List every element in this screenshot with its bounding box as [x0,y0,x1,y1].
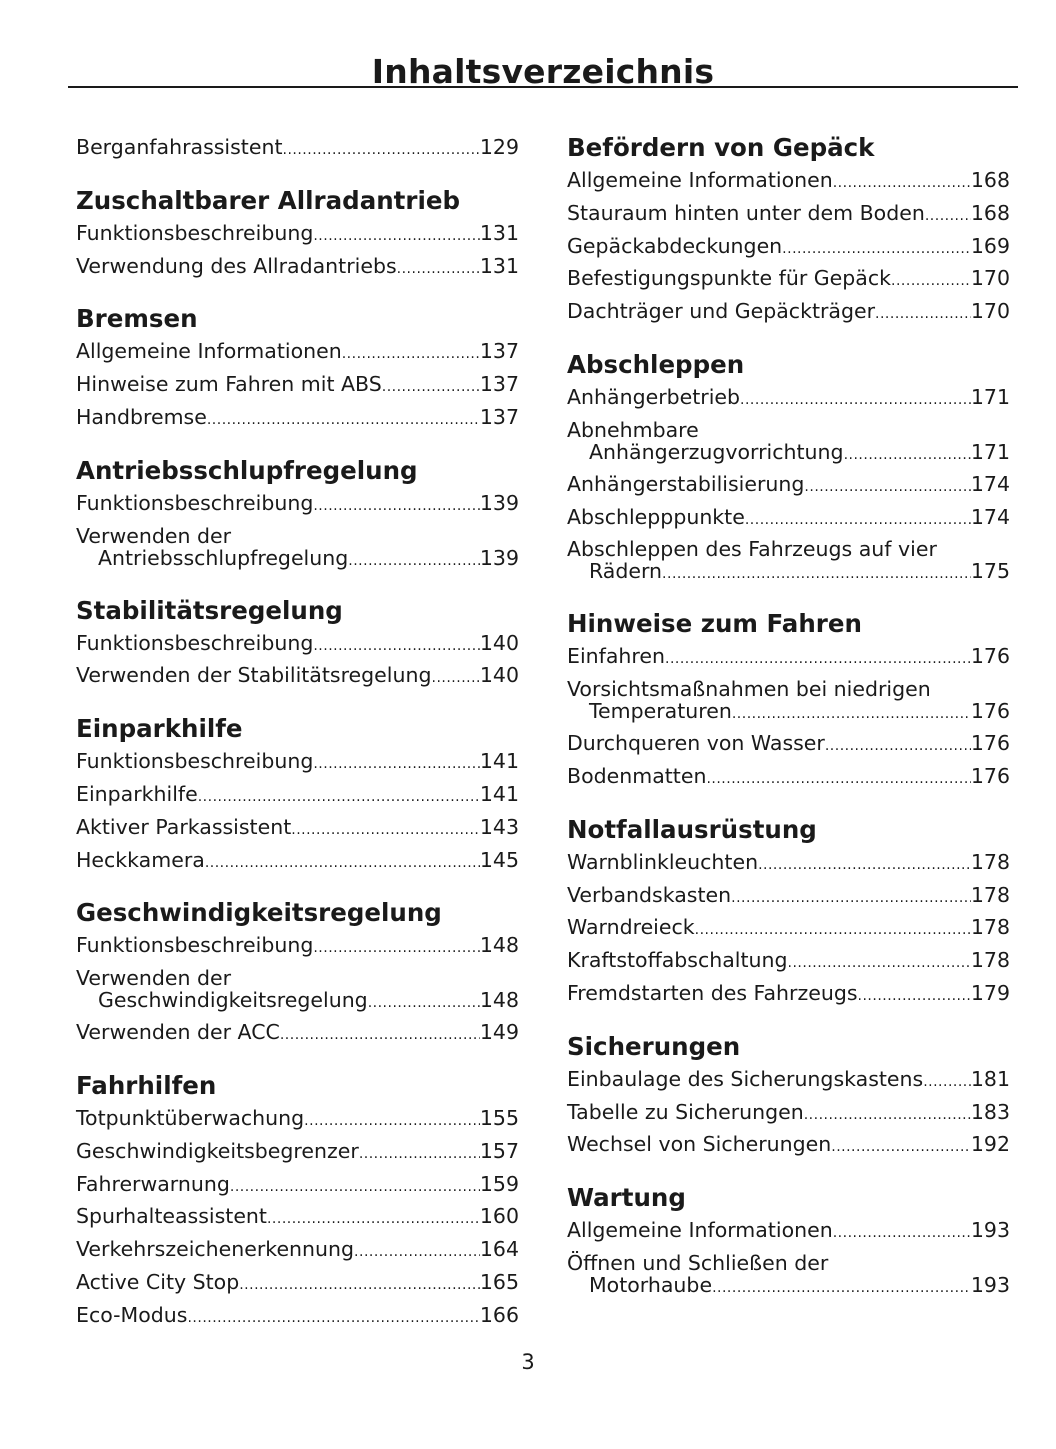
dot-leader [804,1101,971,1131]
section-heading: Zuschaltbarer Allradantrieb [76,185,461,215]
entry-row [76,219,519,252]
entry-row [567,503,1010,536]
section-heading: Sicherungen [567,1031,741,1061]
entry-row [567,232,1010,265]
entry-page-number: 159 [479,1171,519,1196]
section-heading: Geschwindigkeitsregelung [76,898,442,928]
entry-page-number: 148 [479,933,519,958]
toc-entry[interactable] [76,252,519,285]
entry-page-number: 149 [479,1020,519,1045]
entry-page-number: 165 [479,1269,519,1294]
toc-entry[interactable] [567,264,1010,297]
entry-title: Einfahren [567,644,665,669]
entry-row [567,729,1010,762]
entry-title: Abschleppen des Fahrzeugs auf vier [567,537,937,562]
entry-page-number: 171 [970,384,1010,409]
entry-title: Berganfahrassistent [76,135,283,159]
section-heading: Stabilitätsregelung [76,595,343,625]
page-number: 3 [521,1350,535,1374]
dot-leader [712,1277,971,1299]
toc-entry[interactable] [76,219,519,252]
dot-leader [706,765,970,795]
entry-row [76,661,519,694]
dot-leader [230,1173,480,1203]
entry-title: Abnehmbare [567,417,699,442]
toc-section [76,1071,519,1334]
entry-row [567,642,1010,675]
toc-entry[interactable] [567,913,1010,946]
entry-row [76,813,519,846]
entry-row [76,747,519,780]
entry-title: Verwenden der ACC [76,1020,280,1045]
dot-leader [313,222,480,252]
entry-page-number: 145 [479,847,519,872]
entry-title: Handbremse [76,404,207,429]
entry-row [76,403,519,436]
section-heading: Bremsen [76,304,198,334]
toc-section [567,1032,1010,1163]
toc-entry[interactable] [76,1202,519,1235]
entry-page-number: 143 [479,814,519,839]
entry-page-number: 171 [970,439,1010,464]
toc-entry[interactable] [76,370,519,403]
entry-title: Geschwindigkeitsbegrenzer [76,1138,359,1163]
entry-row [567,1216,1010,1249]
entry-row [76,1137,519,1170]
toc-left-column [76,133,519,1354]
dot-leader [342,340,480,370]
toc-entry[interactable] [76,522,519,576]
dot-leader [397,255,480,285]
entry-row [567,1065,1010,1098]
entry-page-number: 193 [970,1272,1010,1297]
entry-page-number: 178 [970,948,1010,973]
toc-entry[interactable] [567,675,1010,729]
entry-page-number: 168 [970,200,1010,225]
toc-section [76,456,519,576]
entry-row [567,1130,1010,1163]
toc-entry[interactable] [567,1065,1010,1098]
dot-leader [782,235,971,265]
entry-title: Verwenden der [76,523,232,548]
dot-leader [891,267,971,297]
toc-entry[interactable] [567,470,1010,503]
dot-leader [732,703,971,725]
entry-row [76,1202,519,1235]
entry-page-number: 148 [479,988,519,1013]
entry-row [76,989,519,1014]
section-heading: Notfallausrüstung [567,814,817,844]
toc-entry[interactable] [567,416,1010,470]
toc-entry[interactable] [76,1137,519,1170]
entry-page-number: 178 [970,882,1010,907]
entry-row [567,913,1010,946]
entry-title-continuation: Temperaturen [589,699,732,724]
dot-leader [304,1107,480,1137]
dot-leader [283,136,480,166]
section-heading: Hinweise zum Fahren [567,609,862,639]
entry-title-continuation: Rädern [589,559,663,584]
entry-row [76,252,519,285]
entry-row [76,629,519,662]
dot-leader [825,732,971,762]
title-divider [68,86,1018,88]
entry-row [76,370,519,403]
toc-entry[interactable] [567,946,1010,979]
entry-page-number: 137 [479,372,519,397]
toc-entry[interactable] [567,848,1010,881]
toc-entry[interactable] [567,642,1010,675]
entry-page-number: 176 [970,731,1010,756]
toc-entry[interactable] [76,747,519,780]
section-heading: Fahrhilfen [76,1070,217,1100]
dot-leader [745,506,971,536]
entry-page-number: 181 [970,1066,1010,1091]
entry-title: Verkehrszeichenerkennung [76,1237,355,1262]
entry-page-number: 155 [479,1105,519,1130]
entry-page-number: 141 [479,749,519,774]
entry-title: Abschlepppunkte [567,504,745,529]
entry-row [567,297,1010,330]
dot-leader [758,851,971,881]
dot-leader [875,300,971,330]
toc-entry[interactable] [567,199,1010,232]
toc-entry[interactable] [567,383,1010,416]
entry-title-continuation: Geschwindigkeitsregelung [98,988,368,1013]
toc-entry[interactable] [76,133,519,166]
toc-entry[interactable] [567,881,1010,914]
entry-page-number: 129 [479,135,519,159]
dot-leader [695,916,971,946]
entry-row [567,700,1010,725]
dot-leader [267,1205,480,1235]
entry-title: Funktionsbeschreibung [76,933,314,958]
entry-page-number: 174 [970,504,1010,529]
dot-leader [833,169,971,199]
toc-section [567,609,1010,794]
dot-leader [198,783,480,813]
toc-entry[interactable] [567,762,1010,795]
toc-entry[interactable] [567,979,1010,1012]
entry-row [567,848,1010,881]
entry-title: Totpunktüberwachung [76,1105,305,1130]
entry-title: Verbandskasten [567,882,732,907]
entry-row [76,846,519,879]
entry-row [76,1018,519,1051]
dot-leader [239,1271,480,1301]
entry-row [76,133,519,166]
entry-title: Stauraum hinten unter dem Boden [567,200,925,225]
entry-title: Durchqueren von Wasser [567,731,825,756]
toc-entry[interactable] [567,1130,1010,1163]
entry-title: Active City Stop [76,1269,240,1294]
entry-title: Warnblinkleuchten [567,849,759,874]
entry-page-number: 175 [970,559,1010,584]
entry-page-number: 160 [479,1204,519,1229]
section-heading: Befördern von Gepäck [567,133,875,162]
section-heading: Wartung [567,1183,686,1213]
dot-leader [313,492,480,522]
entry-title: Allgemeine Informationen [76,339,342,364]
dot-leader [207,406,480,436]
dot-leader [368,992,480,1014]
entry-row [567,560,1010,585]
entry-title: Verwenden der Stabilitätsregelung [76,663,432,688]
dot-leader [348,550,480,572]
entry-title: Allgemeine Informationen [567,1218,833,1243]
toc-entry[interactable] [567,729,1010,762]
entry-page-number: 157 [479,1138,519,1163]
entry-page-number: 137 [479,339,519,364]
toc-right-column [567,133,1010,1323]
toc-entry[interactable] [76,1301,519,1334]
dot-leader [804,473,970,503]
toc-entry[interactable] [76,846,519,879]
toc-entry[interactable] [76,1170,519,1203]
page-title: Inhaltsverzeichnis [371,52,715,92]
entry-title: Aktiver Parkassistent [76,814,292,839]
toc-entry[interactable] [76,403,519,436]
dot-leader [291,816,480,846]
dot-leader [833,1219,971,1249]
toc-entry[interactable] [76,1235,519,1268]
entry-row [567,264,1010,297]
entry-title-continuation: Antriebsschlupfregelung [98,545,349,570]
dot-leader [731,884,971,914]
dot-leader [354,1238,480,1268]
section-heading: Einparkhilfe [76,714,243,744]
section-heading: Antriebsschlupfregelung [76,455,418,485]
dot-leader [831,1133,971,1163]
entry-title: Öffnen und Schließen der [567,1250,829,1275]
entry-page-number: 170 [970,299,1010,324]
entry-row [567,946,1010,979]
entry-title: Dachträger und Gepäckträger [567,299,876,324]
entry-title: Funktionsbeschreibung [76,490,314,515]
dot-leader [313,934,480,964]
dot-leader [382,373,480,403]
entry-page-number: 140 [479,630,519,655]
entry-title-continuation: Anhängerzugvorrichtung [589,439,844,464]
toc-entry[interactable] [76,931,519,964]
entry-title: Anhängerbetrieb [567,384,741,409]
dot-leader [662,563,971,585]
entry-row [76,547,519,572]
dot-leader [280,1021,480,1051]
toc-section [567,133,1010,330]
entry-page-number: 166 [479,1302,519,1327]
entry-page-number: 176 [970,699,1010,724]
toc-section [76,304,519,435]
dot-leader [925,202,971,232]
entry-page-number: 178 [970,849,1010,874]
entry-title: Funktionsbeschreibung [76,630,314,655]
dot-leader [359,1140,480,1170]
entry-row [76,1104,519,1137]
entry-title: Heckkamera [76,847,205,872]
entry-title: Verwenden der [76,966,232,991]
entry-title: Wechsel von Sicherungen [567,1132,832,1157]
entry-title: Funktionsbeschreibung [76,220,314,245]
entry-title: Verwendung des Allradantriebs [76,253,397,278]
dot-leader [313,632,480,662]
toc-entry[interactable] [567,1249,1010,1303]
entry-page-number: 169 [970,233,1010,258]
entry-row [76,1301,519,1334]
entry-page-number: 168 [970,168,1010,192]
toc-section [76,186,519,285]
entry-page-number: 183 [970,1099,1010,1124]
dot-leader [313,750,480,780]
entry-row [567,441,1010,466]
entry-row [567,199,1010,232]
entry-row [567,881,1010,914]
entry-row [76,780,519,813]
toc-entry[interactable] [567,1216,1010,1249]
toc-section [567,1183,1010,1303]
toc-section [76,596,519,695]
entry-row [76,931,519,964]
toc-section [567,815,1010,1012]
entry-page-number: 139 [479,545,519,570]
section-heading: Abschleppen [567,349,745,379]
entry-title: Bodenmatten [567,763,707,788]
entry-title-continuation: Motorhaube [589,1272,713,1297]
entry-row [567,383,1010,416]
dot-leader [844,444,971,466]
entry-row [567,1098,1010,1131]
toc-section [76,898,519,1051]
dot-leader [788,949,971,979]
entry-title: Allgemeine Informationen [567,168,833,192]
entry-title: Gepäckabdeckungen [567,233,783,258]
entry-title: Einparkhilfe [76,781,198,806]
entry-row [567,166,1010,199]
entry-page-number: 131 [479,253,519,278]
entry-page-number: 164 [479,1237,519,1262]
entry-page-number: 174 [970,471,1010,496]
toc-entry[interactable] [567,297,1010,330]
entry-page-number: 131 [479,220,519,245]
entry-title: Tabelle zu Sicherungen [567,1099,804,1124]
entry-row [567,470,1010,503]
entry-page-number: 192 [970,1132,1010,1157]
entry-row [76,1170,519,1203]
toc-entry[interactable] [76,661,519,694]
entry-row [567,979,1010,1012]
toc-entry[interactable] [76,629,519,662]
toc-entry[interactable] [567,1098,1010,1131]
toc-entry[interactable] [76,337,519,370]
dot-leader [432,664,480,694]
entry-page-number: 140 [479,663,519,688]
toc-entry[interactable] [76,780,519,813]
entry-page-number: 179 [970,980,1010,1005]
entry-title: Vorsichtsmaßnahmen bei niedrigen [567,677,931,702]
entry-title: Eco-Modus [76,1302,188,1327]
entry-page-number: 141 [479,781,519,806]
entry-title: Hinweise zum Fahren mit ABS [76,372,382,397]
toc-entry[interactable] [567,535,1010,589]
entry-row [567,1274,1010,1299]
toc-entry[interactable] [76,1268,519,1301]
dot-leader [665,645,971,675]
entry-title: Funktionsbeschreibung [76,749,314,774]
toc-section [76,133,519,166]
toc-entry[interactable] [567,503,1010,536]
entry-page-number: 170 [970,266,1010,291]
toc-entry[interactable] [567,232,1010,265]
entry-title: Kraftstoffabschaltung [567,948,788,973]
entry-title: Warndreieck [567,915,695,940]
dot-leader [187,1304,479,1334]
entry-title: Fremdstarten des Fahrzeugs [567,980,858,1005]
entry-page-number: 176 [970,644,1010,669]
dot-leader [205,849,480,879]
entry-page-number: 139 [479,490,519,515]
entry-title: Einbaulage des Sicherungskastens [567,1066,924,1091]
toc-section [76,714,519,878]
entry-row [76,337,519,370]
entry-row [567,762,1010,795]
entry-row [76,489,519,522]
entry-row [76,1268,519,1301]
toc-section [567,350,1010,589]
toc-entry[interactable] [76,813,519,846]
dot-leader [858,982,971,1012]
toc-entry[interactable] [76,1018,519,1051]
entry-title: Anhängerstabilisierung [567,471,805,496]
entry-title: Spurhalteassistent [76,1204,267,1229]
toc-entry[interactable] [567,166,1010,199]
dot-leader [740,386,971,416]
toc-entry[interactable] [76,1104,519,1137]
entry-title: Fahrerwarnung [76,1171,230,1196]
dot-leader [923,1068,971,1098]
entry-title: Befestigungspunkte für Gepäck [567,266,892,291]
entry-row [76,1235,519,1268]
entry-page-number: 193 [970,1218,1010,1243]
entry-page-number: 178 [970,915,1010,940]
entry-page-number: 176 [970,763,1010,788]
toc-entry[interactable] [76,964,519,1018]
entry-page-number: 137 [479,404,519,429]
toc-entry[interactable] [76,489,519,522]
